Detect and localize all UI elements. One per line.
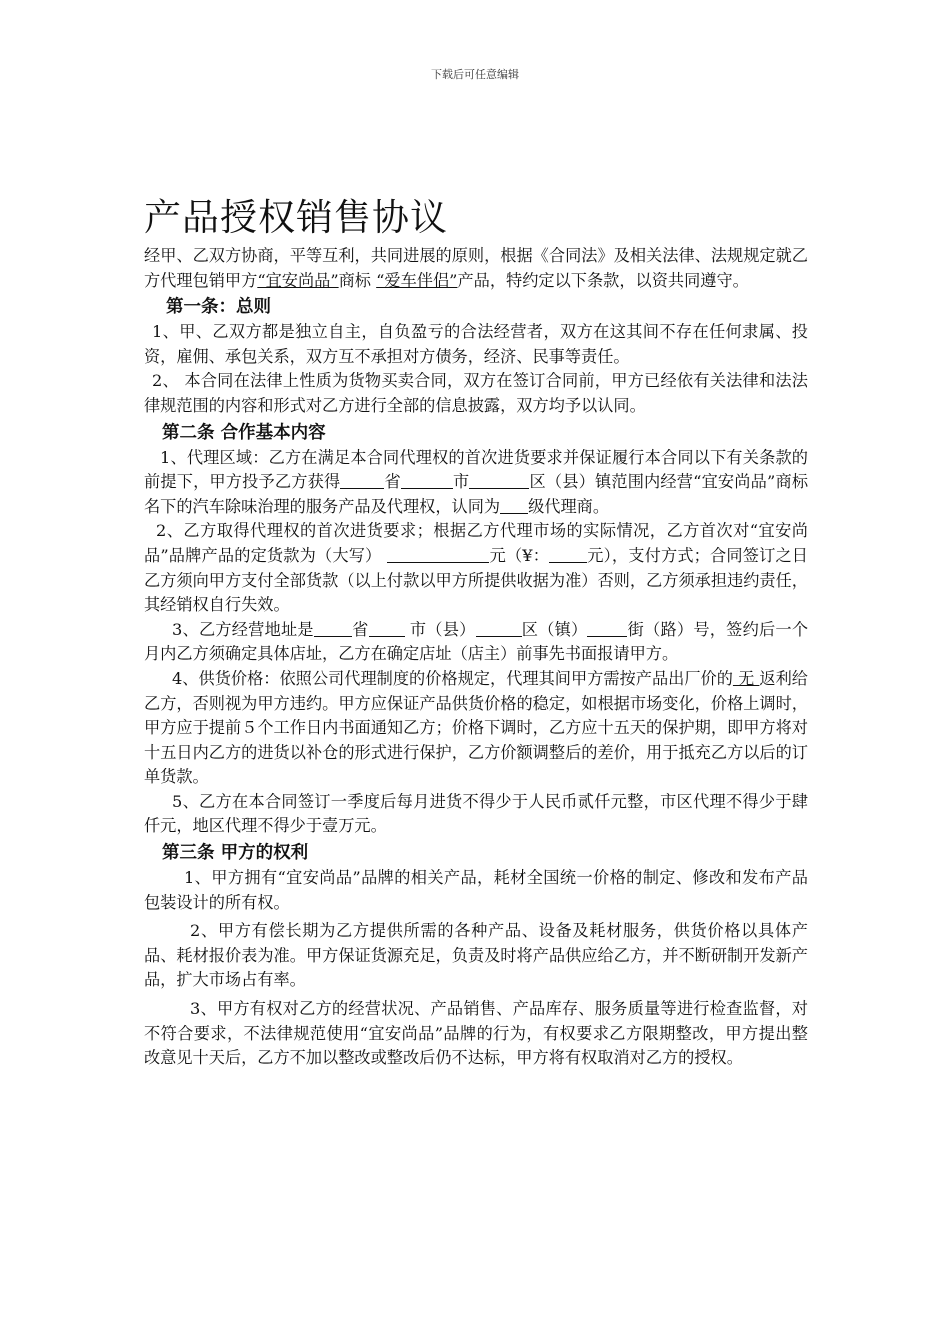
- clause-text: 2、乙方取得代理权的首次进货要求；根据乙方代理市场的实际情况，乙方首次对“宜安尚品”品牌产品的定货款为（大写）: [144, 521, 808, 565]
- blank-province[interactable]: [340, 471, 384, 489]
- blank-amount-words[interactable]: [387, 545, 489, 563]
- header-note: 下载后可任意编辑: [431, 68, 519, 81]
- document-title: 产品授权销售协议: [144, 196, 448, 239]
- blank-amount-figures[interactable]: [549, 545, 587, 563]
- clause-text: 3、乙方经营地址是: [172, 619, 314, 639]
- blank-address-district[interactable]: [476, 619, 522, 637]
- clause-text: 区（镇）: [521, 619, 588, 639]
- clause-text: 元），支付方式；合同签订之日乙方须向甲方支付全部货款（以上付款以甲方所提供收据为准）否则，乙方须承担违约责任，其经销权自行失效。: [144, 545, 808, 615]
- blank-agent-level[interactable]: [500, 496, 528, 514]
- blank-address-province[interactable]: [314, 619, 352, 637]
- clause-text: 元（¥：: [489, 545, 550, 565]
- article-3-heading: 第三条 甲方的权利: [162, 843, 309, 864]
- article-2-clause-2: [144, 519, 808, 617]
- article-3-clause-1: 1、甲方拥有“宜安尚品”品牌的相关产品，耗材全国统一价格的制定、修改和发布产品包装设计的所有权。: [144, 868, 808, 912]
- article-3-clause-3: 3、甲方有权对乙方的经营状况、产品销售、产品库存、服务质量等进行检查监督，对不符合要求，不法律规范使用“宜安尚品”品牌的行为，有权要求乙方限期整改，甲方提出整改意见十天后，乙方不加以整改或整改后仍不达标，甲方将有权取消对乙方的授权。: [144, 999, 808, 1068]
- clause-text: 区（县）镇范围内经营“宜安尚品”商标名下的汽车除味治理的服务产品及代理权，认同为: [144, 472, 809, 516]
- blank-district[interactable]: [469, 471, 529, 489]
- clause-text: 街（路）号，签约后一个月内乙方须确定具体店址，乙方在确定店址（店主）前事先书面报请甲方。: [144, 619, 809, 664]
- clause-text: 省: [351, 619, 369, 639]
- article-2-heading: 第二条 合作基本内容: [162, 422, 326, 443]
- clause-text: 市（县）: [404, 619, 476, 639]
- blank-address-city[interactable]: [369, 619, 405, 637]
- intro-text-a: 经甲、乙双方协商，平等互利，共同进展的原则，根据《合同法》及相关法律、法规规定就乙方代理包销甲方: [144, 246, 808, 290]
- article-1-heading: 第一条：总则: [166, 297, 271, 318]
- intro-paragraph: [144, 244, 808, 293]
- rebate-value: 无: [732, 668, 760, 688]
- clause-text: 1、代理区域：乙方在满足本合同代理权的首次进货要求并保证履行本合同以下有关条款的前提下，甲方投予乙方获得: [144, 447, 808, 492]
- document-body: [144, 194, 808, 1071]
- clause-text: 省: [384, 472, 401, 492]
- article-2-clause-1: [144, 446, 808, 520]
- article-1-clause-1: 1、甲、乙双方都是独立自主，自负盈亏的合法经营者，双方在这其间不存在任何隶属、投资，雇佣、承包关系，双方互不承担对方债务，经济、民事等责任。: [144, 322, 808, 366]
- intro-text-b: 商标: [338, 270, 377, 290]
- blank-city[interactable]: [401, 471, 453, 489]
- article-3-clause-2: 2、甲方有偿长期为乙方提供所需的各种产品、设备及耗材服务，供货价格以具体产品、耗材报价表为准。甲方保证货源充足，负责及时将产品供应给乙方，并不断研制开发新产品，扩大市场占有率。: [144, 921, 808, 990]
- clause-text: 级代理商。: [528, 496, 610, 516]
- blank-address-street[interactable]: [587, 619, 627, 637]
- intro-text-c: 产品，特约定以下条款，以资共同遵守。: [457, 270, 749, 290]
- clause-text: 市: [452, 472, 470, 492]
- article-2-clause-4: [144, 667, 808, 790]
- clause-text: 返利给乙方，否则视为甲方违约。甲方应保证产品供货价格的稳定，如根据市场变化，价格上调时，甲方应于提前５个工作日内书面通知乙方；价格下调时，乙方应十五天的保护期，即甲方将对十五日内乙方的进货以补仓的形式进行保护，乙方价额调整后的差价，用于抵充乙方以后的订单货款。: [144, 668, 808, 787]
- trademark-name: “爱车伴侣”: [376, 270, 458, 290]
- brand-name: “宜安尚品”: [257, 270, 339, 290]
- clause-text: 4、供货价格：依照公司代理制度的价格规定，代理其间甲方需按产品出厂价的: [172, 668, 733, 688]
- article-1-clause-2: 2、 本合同在法律上性质为货物买卖合同，双方在签订合同前，甲方已经依有关法律和法法律规范围的内容和形式对乙方进行全部的信息披露，双方均予以认同。: [144, 371, 808, 415]
- article-2-clause-5: 5、乙方在本合同签订一季度后每月进货不得少于人民币贰仟元整，市区代理不得少于肆仟元，地区代理不得少于壹万元。: [144, 791, 808, 836]
- article-2-clause-3: [144, 618, 808, 667]
